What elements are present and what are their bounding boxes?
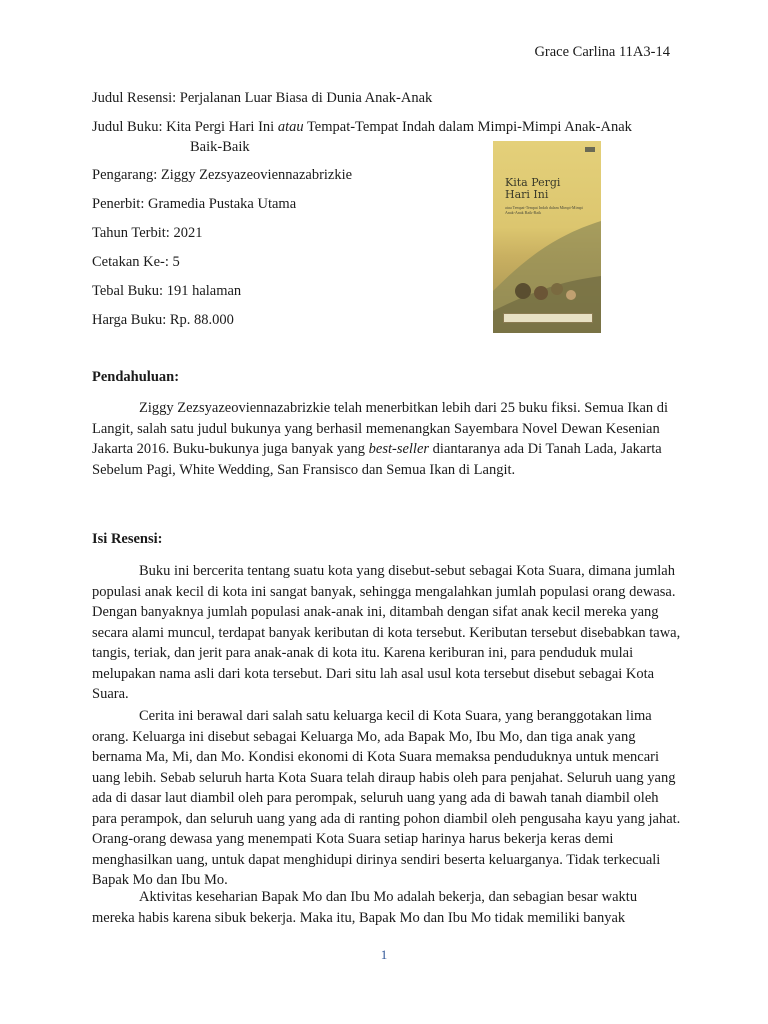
book-cover-image (493, 141, 601, 333)
judul-resensi: Judul Resensi: Perjalanan Luar Biasa di Dunia Anak-Anak (92, 90, 433, 106)
judul-buku-cont: Baik-Baik (190, 139, 250, 155)
pendahuluan-italic: best-seller (368, 441, 430, 457)
cover-illustration (493, 141, 601, 333)
pendahuluan-text-a: Ziggy Zezsyazeoviennazabrizkie telah menerbitkan lebih dari 25 buku fiksi. Semua Ikan di Langit, salah satu judul bukunya yang berhasil memenangkan Sayembara Novel Dewan Kesenian Jakarta 2016. Buku-bukunya juga banyak yang (92, 400, 669, 457)
author-header: Grace Carlina 11A3-14 (534, 44, 670, 60)
pendahuluan-body (92, 398, 682, 480)
page-number: 1 (380, 947, 388, 962)
isi-paragraph-3 (92, 887, 682, 928)
cover-author-strip (503, 313, 593, 323)
isi-p2: Cerita ini berawal dari salah satu keluarga kecil di Kota Suara, yang beranggotakan lima orang. Keluarga ini disebut sebagai Keluarga Mo, ada Bapak Mo, Ibu Mo, dan tiga anak yang bernama Ma, Mi, dan Mo. Kondisi ekonomi di Kota Suara memaksa penduduknya untuk mencari uang lebih. Sebab seluruh harta Kota Suara telah diraup habis oleh para penjahat. Seluruh uang yang ada di dasar laut diambil oleh para perompak, seluruh uang yang ada di bawah tanah diambil oleh para perampok, dan seluruh uang yang ada di ranting pohon diambil oleh pengusaha kayu yang jahat. Orang-orang dewasa yang menempati Kota Suara setiap harinya harus bekerja keras demi menghasilkan uang, untuk dapat menghidupi dirinya sendiri beserta keluarganya. Tidak terkecuali Bapak Mo dan Ibu Mo. (92, 708, 681, 888)
cover-title: Kita Pergi Hari Ini (505, 176, 561, 201)
judul-buku-italic: atau (277, 119, 304, 135)
pengarang: Pengarang: Ziggy Zezsyazeoviennazabrizkie (92, 167, 353, 183)
judul-buku-suffix: Tempat-Tempat Indah dalam Mimpi-Mimpi Anak-Anak (303, 119, 632, 135)
pendahuluan-heading: Pendahuluan: (92, 369, 180, 385)
pendahuluan-text-b: diantaranya ada Di Tanah Lada, Jakarta Sebelum Pagi, White Wedding, San Fransisco dan Semua Ikan di Langit. (92, 441, 662, 478)
tebal-buku: Tebal Buku: 191 halaman (92, 283, 242, 299)
penerbit: Penerbit: Gramedia Pustaka Utama (92, 196, 297, 212)
isi-paragraph-1 (92, 561, 682, 705)
isi-p1: Buku ini bercerita tentang suatu kota yang disebut-sebut sebagai Kota Suara, dimana jumlah populasi anak kecil di kota ini sangat banyak, sehingga mengalahkan jumlah populasi orang dewasa. Dengan banyaknya jumlah populasi anak-anak ini, ditambah dengan sifat anak kecil mereka yang secara alami muncul, terdapat banyak keributan di kota tersebut. Keributan tersebut disebabkan tawa, tangis, teriak, dan jerit para anak-anak di kota itu. Karena keriburan ini, para penduduk mulai melupakan nama asli dari kota tersebut. Dari situ lah asal usul kota tersebut disebut sebagai Kota Suara. (92, 563, 681, 702)
cover-subtitle: atau Tempat-Tempat Indah dalam Mimpi-Mimpi Anak-Anak Baik-Baik (505, 205, 583, 215)
pendahuluan-paragraph (92, 398, 682, 480)
isi-paragraph-2 (92, 706, 682, 891)
isi-resensi-heading: Isi Resensi: (92, 531, 163, 547)
isi-p3: Aktivitas keseharian Bapak Mo dan Ibu Mo adalah bekerja, dan sebagian besar waktu mereka habis karena sibuk bekerja. Maka itu, Bapak Mo dan Ibu Mo tidak memiliki banyak (92, 889, 638, 926)
judul-buku (92, 117, 632, 137)
tahun-terbit: Tahun Terbit: 2021 (92, 225, 203, 241)
harga-buku: Harga Buku: Rp. 88.000 (92, 312, 234, 328)
judul-buku-prefix: Judul Buku: Kita Pergi Hari Ini (92, 119, 278, 135)
cetakan: Cetakan Ke-: 5 (92, 254, 180, 270)
